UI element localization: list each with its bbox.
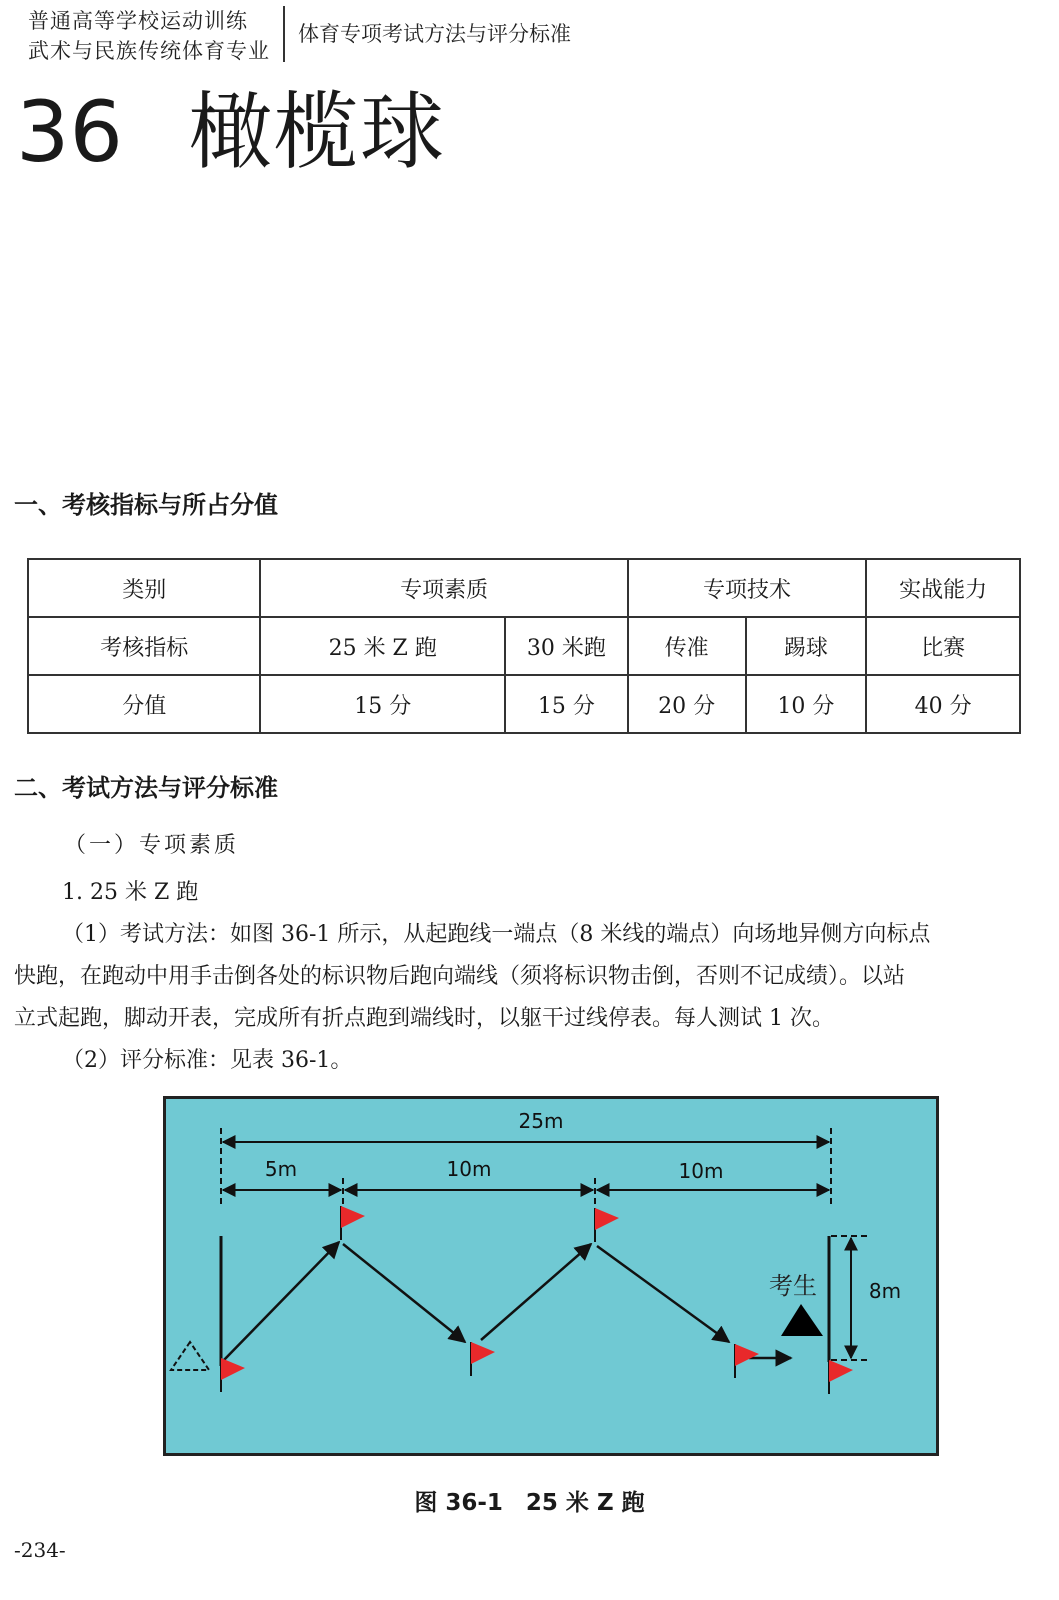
table-cell: 分值 [28,675,260,733]
table-cell: 40 分 [866,675,1020,733]
score-table [27,558,1021,734]
figure-caption: 图 36-1 25 米 Z 跑 [414,1490,645,1516]
paragraph-line: （2）评分标准：见表 36-1。 [62,1048,353,1073]
chapter-number: 36 [16,83,123,181]
header-divider [283,6,285,62]
table-row [28,675,1020,733]
running-header-right: 体育专项考试方法与评分标准 [298,22,571,46]
label-10m-b: 10m [678,1159,724,1183]
table-cell: 10 分 [746,675,867,733]
label-5m: 5m [264,1157,298,1181]
section-heading-1: 一、考核指标与所占分值 [14,491,278,519]
table-cell: 15 分 [260,675,504,733]
header-line-1: 普通高等学校运动训练 [28,9,248,33]
table-cell: 考核指标 [28,617,260,675]
section-heading-2: 二、考试方法与评分标准 [14,774,278,802]
body-text [14,872,1044,1082]
field-background [165,1098,938,1455]
page-number: -234- [14,1538,66,1562]
table-cell: 25 米 Z 跑 [260,617,504,675]
table-cell: 类别 [28,559,260,617]
header-line-2: 武术与民族传统体育专业 [28,39,270,63]
table-cell: 实战能力 [866,559,1020,617]
label-examinee: 考生 [769,1272,817,1300]
chapter-title: 橄榄球 [188,83,447,181]
table-row [28,617,1020,675]
table-cell: 20 分 [628,675,746,733]
running-header-left [28,6,270,66]
table-cell: 专项技术 [628,559,867,617]
table-cell: 15 分 [505,675,628,733]
subsection-heading: （一）专项素质 [64,833,240,858]
item-heading: 1. 25 米 Z 跑 [62,880,199,905]
table-row [28,559,1020,617]
label-10m-a: 10m [446,1157,492,1181]
table-cell: 专项素质 [260,559,627,617]
paragraph-line: （1）考试方法：如图 36-1 所示，从起跑线一端点（8 米线的端点）向场地异侧方向标点 [62,922,931,947]
table-cell: 30 米跑 [505,617,628,675]
table-cell: 比赛 [866,617,1020,675]
label-8m: 8m [868,1279,902,1303]
label-25m: 25m [518,1109,564,1133]
paragraph-line: 立式起跑，脚动开表，完成所有折点跑到端线时，以躯干过线停表。每人测试 1 次。 [14,1006,834,1031]
z-run-diagram [163,1096,939,1456]
table-cell: 踢球 [746,617,867,675]
paragraph-line: 快跑，在跑动中用手击倒各处的标识物后跑向端线（须将标识物击倒，否则不记成绩）。以站 [14,964,906,989]
table-cell: 传准 [628,617,746,675]
